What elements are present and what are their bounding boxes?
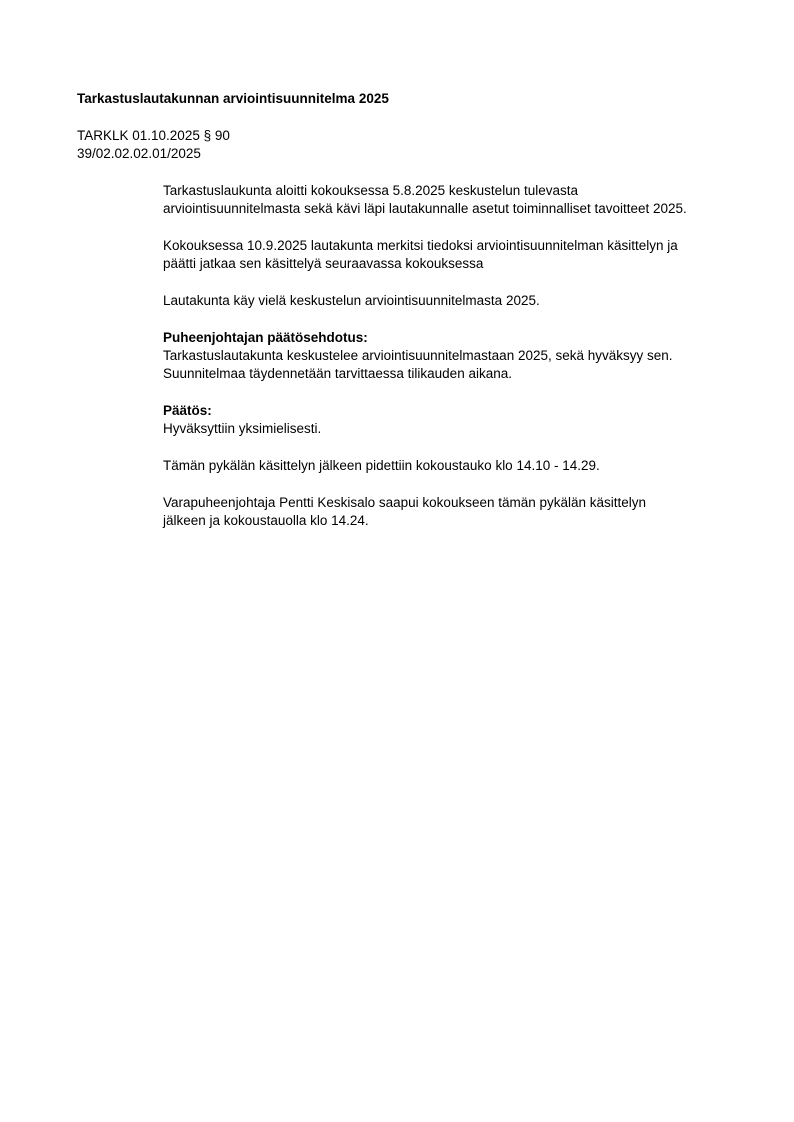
paragraph-line: Lautakunta käy vielä keskustelun arviointisuunnitelmasta 2025. (163, 293, 540, 308)
paragraph-break-note (163, 457, 763, 475)
proposal-heading: Puheenjohtajan päätösehdotus: (163, 330, 368, 345)
paragraph-line: Suunnitelmaa täydennetään tarvittaessa tilikauden aikana. (163, 366, 512, 381)
record-number: 39/02.02.02.01/2025 (77, 146, 201, 161)
paragraph-previous-meeting (163, 237, 763, 273)
document-body (163, 182, 763, 549)
paragraph-line: Kokouksessa 10.9.2025 lautakunta merkitsi tiedoksi arviointisuunnitelman käsittelyn ja (163, 238, 678, 253)
paragraph-line: Hyväksyttiin yksimielisesti. (163, 421, 322, 436)
meeting-reference: TARKLK 01.10.2025 § 90 (77, 128, 230, 143)
paragraph-line: Varapuheenjohtaja Pentti Keskisalo saapui kokoukseen tämän pykälän käsittelyn (163, 495, 647, 510)
paragraph-line: Tarkastuslautakunta keskustelee arviointisuunnitelmastaan 2025, sekä hyväksyy sen. (163, 348, 673, 363)
paragraph-discussion (163, 292, 763, 310)
document-reference (77, 127, 230, 163)
paragraph-background (163, 182, 763, 218)
section-decision (163, 402, 763, 438)
paragraph-line: päätti jatkaa sen käsittelyä seuraavassa kokouksessa (163, 256, 484, 271)
paragraph-line: Tämän pykälän käsittelyn jälkeen pidettiin kokoustauko klo 14.10 - 14.29. (163, 458, 600, 473)
paragraph-line: jälkeen ja kokoustauolla klo 14.24. (163, 513, 369, 528)
paragraph-line: Tarkastuslaukunta aloitti kokouksessa 5.8.2025 keskustelun tulevasta (163, 183, 578, 198)
section-chair-proposal (163, 329, 763, 383)
paragraph-arrival-note (163, 494, 763, 530)
document-title: Tarkastuslautakunnan arviointisuunnitelma 2025 (77, 91, 389, 106)
decision-heading: Päätös: (163, 403, 212, 418)
paragraph-line: arviointisuunnitelmasta sekä kävi läpi lautakunnalle asetut toiminnalliset tavoitteet 2025. (163, 201, 687, 216)
